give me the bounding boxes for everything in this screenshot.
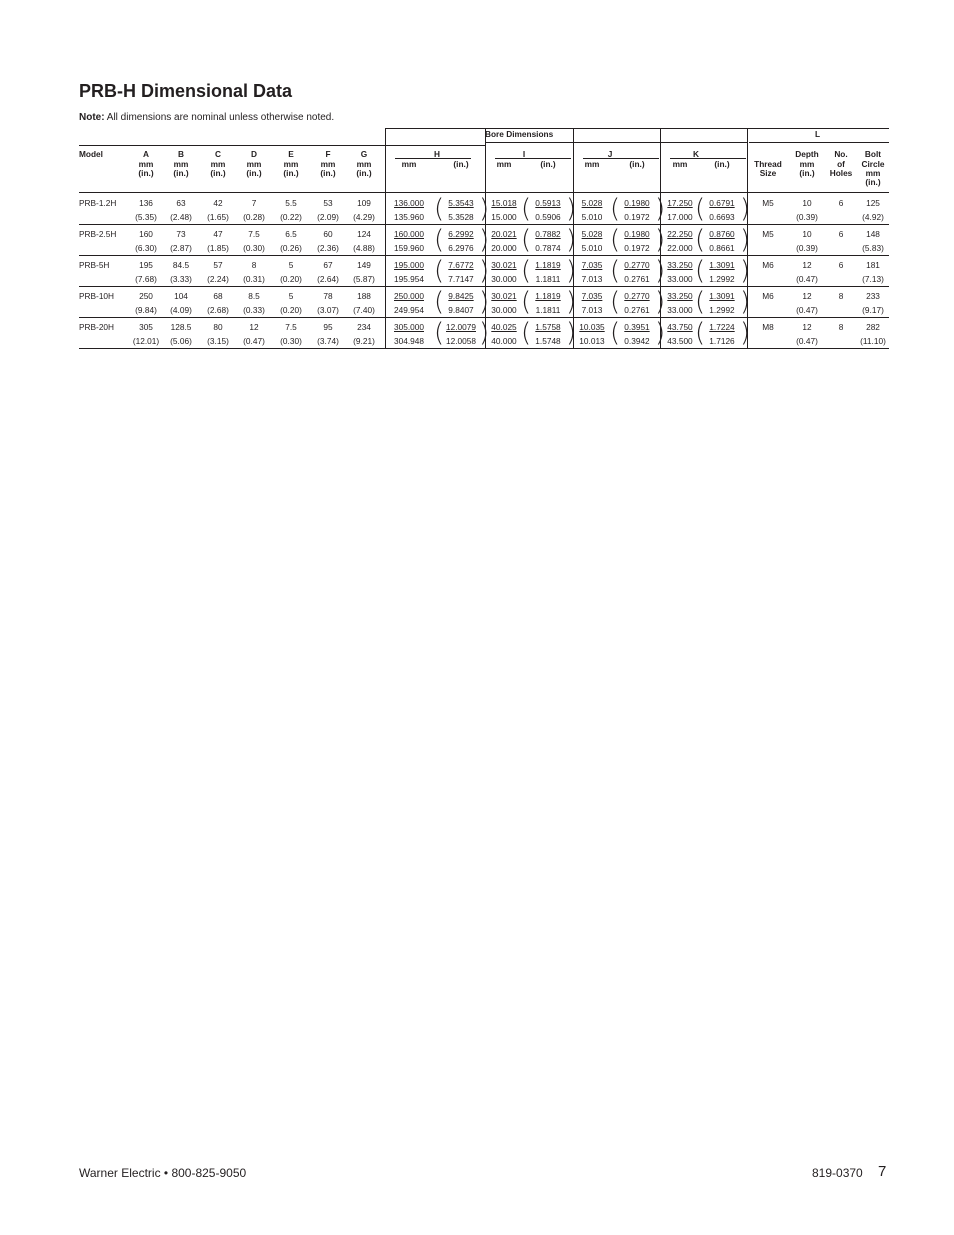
col-h-in: (in.)	[453, 159, 469, 169]
note	[79, 112, 334, 123]
col-bolt-circle: Circle	[861, 159, 885, 169]
cell-g-mm: 188	[357, 291, 371, 301]
cell-j-mm-max: 5.028	[581, 229, 603, 239]
cell-f-in: (2.64)	[317, 274, 339, 284]
cell-d-mm: 7	[251, 198, 257, 208]
table-row-model: PRB-10H	[79, 291, 115, 301]
cell-b-in: (2.48)	[170, 212, 192, 222]
cell-b-in: (3.33)	[170, 274, 192, 284]
cell-h-mm-min: 249.954	[394, 305, 424, 315]
bore-header-top-rule	[385, 128, 889, 129]
cell-bolt-mm: 148	[866, 229, 880, 239]
cell-h-mm-max: 160.000	[394, 229, 424, 239]
table-row-model: PRB-2.5H	[79, 229, 117, 239]
col-i-rule	[495, 158, 571, 159]
cell-h-mm-min: 135.960	[394, 212, 424, 222]
cell-b-mm: 63	[176, 198, 186, 208]
header-left-rule	[79, 145, 485, 146]
cell-thread: M5	[762, 198, 774, 208]
cell-g-in: (4.88)	[353, 243, 375, 253]
cell-k-in-max: 0.8760	[709, 229, 735, 239]
cell-i-mm-min: 30.000	[491, 305, 517, 315]
col-k-rule	[670, 158, 746, 159]
col-depth: Depth	[795, 149, 819, 159]
left-paren-glyph: (	[434, 194, 445, 224]
left-paren-glyph: (	[695, 256, 706, 286]
cell-depth-in: (0.47)	[796, 305, 818, 315]
cell-bolt-mm: 125	[866, 198, 880, 208]
cell-i-mm-max: 15.018	[491, 198, 517, 208]
right-paren-glyph: )	[655, 225, 666, 255]
cell-e-mm: 5	[288, 291, 294, 301]
col-f: F	[325, 149, 331, 159]
cell-c-mm: 57	[213, 260, 223, 270]
col-c: C	[215, 149, 221, 159]
col-j-in: (in.)	[629, 159, 645, 169]
cell-k-in-max: 1.3091	[709, 291, 735, 301]
col-j-rule	[583, 158, 659, 159]
cell-f-mm: 60	[323, 229, 333, 239]
table-row-model: PRB-20H	[79, 322, 115, 332]
cell-d-in: (0.33)	[243, 305, 265, 315]
cell-depth-in: (0.39)	[796, 212, 818, 222]
col-model: Model	[79, 149, 103, 159]
col-c-units-in: (in.)	[210, 168, 226, 178]
cell-h-mm-max: 195.000	[394, 260, 424, 270]
left-paren-glyph: (	[695, 225, 706, 255]
left-paren-glyph: (	[610, 194, 621, 224]
cell-g-in: (5.87)	[353, 274, 375, 284]
cell-k-mm-min: 33.000	[667, 274, 693, 284]
right-paren-glyph: )	[655, 194, 666, 224]
cell-h-mm-max: 136.000	[394, 198, 424, 208]
cell-i-in-max: 0.7882	[535, 229, 561, 239]
col-h-rule	[395, 158, 471, 159]
cell-k-mm-min: 17.000	[667, 212, 693, 222]
cell-k-mm-max: 17.250	[667, 198, 693, 208]
cell-c-mm: 42	[213, 198, 223, 208]
cell-e-in: (0.26)	[280, 243, 302, 253]
cell-h-in-max: 9.8425	[448, 291, 474, 301]
col-bolt-mm: mm	[865, 168, 881, 178]
footer-company: Warner Electric • 800-825-9050	[79, 1166, 247, 1180]
col-a-units-mm: mm	[138, 159, 154, 169]
cell-bolt-in: (5.83)	[862, 243, 884, 253]
cell-g-mm: 149	[357, 260, 371, 270]
cell-bolt-in: (11.10)	[860, 336, 886, 346]
cell-j-mm-max: 7.035	[581, 291, 603, 301]
col-k-in: (in.)	[714, 159, 730, 169]
note-label: Note:	[79, 112, 105, 123]
cell-h-in-min: 6.2976	[448, 243, 474, 253]
col-i-in: (in.)	[540, 159, 556, 169]
col-a: A	[143, 149, 149, 159]
cell-f-in: (2.36)	[317, 243, 339, 253]
right-paren-glyph: )	[479, 225, 490, 255]
table-row-model: PRB-5H	[79, 260, 110, 270]
cell-k-in-min: 0.6693	[709, 212, 735, 222]
cell-i-in-min: 1.1811	[535, 305, 561, 315]
col-k: K	[693, 149, 699, 159]
left-paren-glyph: (	[521, 225, 532, 255]
page-number: 7	[878, 1163, 887, 1180]
left-paren-glyph: (	[434, 256, 445, 286]
right-paren-glyph: )	[740, 318, 751, 348]
cell-e-mm: 7.5	[285, 322, 297, 332]
col-b-units-mm: mm	[173, 159, 189, 169]
cell-depth-mm: 12	[802, 291, 812, 301]
right-paren-glyph: )	[479, 318, 490, 348]
cell-d-mm: 8	[251, 260, 257, 270]
cell-bolt-in: (7.13)	[862, 274, 884, 284]
cell-holes: 6	[838, 198, 844, 208]
left-paren-glyph: (	[610, 287, 621, 317]
col-d-units-in: (in.)	[246, 168, 262, 178]
cell-h-mm-min: 195.954	[394, 274, 424, 284]
footer-doc-number: 819-0370	[812, 1166, 863, 1180]
cell-c-mm: 68	[213, 291, 223, 301]
cell-c-in: (1.85)	[207, 243, 229, 253]
left-paren-glyph: (	[695, 287, 706, 317]
cell-f-mm: 53	[323, 198, 333, 208]
cell-k-in-min: 1.2992	[709, 274, 735, 284]
cell-j-in-max: 0.1980	[624, 229, 650, 239]
cell-depth-mm: 10	[802, 229, 812, 239]
col-bolt-in: (in.)	[865, 177, 881, 187]
l-header-rule	[749, 142, 889, 143]
right-paren-glyph: )	[740, 194, 751, 224]
cell-h-in-max: 5.3543	[448, 198, 474, 208]
cell-f-in: (2.09)	[317, 212, 339, 222]
cell-depth-mm: 10	[802, 198, 812, 208]
left-paren-glyph: (	[610, 318, 621, 348]
col-holes-label: Holes	[829, 168, 853, 178]
cell-i-mm-max: 20.021	[491, 229, 517, 239]
cell-f-mm: 67	[323, 260, 333, 270]
cell-f-mm: 95	[323, 322, 333, 332]
cell-e-in: (0.20)	[280, 305, 302, 315]
cell-i-mm-max: 30.021	[491, 260, 517, 270]
right-paren-glyph: )	[740, 256, 751, 286]
col-holes: No.	[834, 149, 848, 159]
cell-a-mm: 305	[139, 322, 153, 332]
col-k-mm: mm	[672, 159, 688, 169]
cell-holes: 8	[838, 291, 844, 301]
cell-bolt-mm: 282	[866, 322, 880, 332]
cell-f-mm: 78	[323, 291, 333, 301]
cell-j-in-max: 0.2770	[624, 291, 650, 301]
cell-bolt-in: (4.92)	[862, 212, 884, 222]
cell-k-in-min: 1.7126	[709, 336, 735, 346]
cell-d-in: (0.28)	[243, 212, 265, 222]
cell-g-mm: 234	[357, 322, 371, 332]
left-paren-glyph: (	[610, 256, 621, 286]
cell-e-in: (0.30)	[280, 336, 302, 346]
cell-j-in-min: 0.3942	[624, 336, 650, 346]
cell-thread: M6	[762, 291, 774, 301]
col-j: J	[607, 149, 613, 159]
cell-depth-in: (0.47)	[796, 336, 818, 346]
cell-a-in: (7.68)	[135, 274, 157, 284]
cell-depth-in: (0.39)	[796, 243, 818, 253]
cell-depth-mm: 12	[802, 260, 812, 270]
col-thread: Thread	[754, 159, 782, 169]
cell-j-in-min: 0.1972	[624, 212, 650, 222]
cell-a-in: (9.84)	[135, 305, 157, 315]
col-h: H	[434, 149, 440, 159]
note-text: All dimensions are nominal unless otherwise noted.	[104, 112, 335, 123]
cell-bolt-mm: 233	[866, 291, 880, 301]
col-b: B	[178, 149, 184, 159]
cell-d-in: (0.30)	[243, 243, 265, 253]
cell-i-mm-min: 40.000	[491, 336, 517, 346]
right-paren-glyph: )	[566, 194, 577, 224]
cell-j-mm-min: 10.013	[579, 336, 605, 346]
cell-depth-in: (0.47)	[796, 274, 818, 284]
cell-h-in-min: 5.3528	[448, 212, 474, 222]
cell-k-mm-max: 33.250	[667, 291, 693, 301]
cell-j-mm-min: 7.013	[581, 274, 603, 284]
col-c-units-mm: mm	[210, 159, 226, 169]
cell-depth-mm: 12	[802, 322, 812, 332]
col-e: E	[288, 149, 294, 159]
cell-g-in: (4.29)	[353, 212, 375, 222]
col-bolt: Bolt	[864, 149, 882, 159]
right-paren-glyph: )	[740, 287, 751, 317]
left-paren-glyph: (	[695, 318, 706, 348]
right-paren-glyph: )	[655, 318, 666, 348]
cell-holes: 6	[838, 229, 844, 239]
cell-h-in-max: 12.0079	[446, 322, 476, 332]
col-f-units-mm: mm	[320, 159, 336, 169]
col-a-units-in: (in.)	[138, 168, 154, 178]
col-f-units-in: (in.)	[320, 168, 336, 178]
col-d-units-mm: mm	[246, 159, 262, 169]
col-depth-mm: mm	[799, 159, 815, 169]
cell-i-mm-max: 40.025	[491, 322, 517, 332]
right-paren-glyph: )	[566, 256, 577, 286]
cell-j-mm-max: 10.035	[579, 322, 605, 332]
cell-b-mm: 128.5	[170, 322, 192, 332]
cell-c-mm: 47	[213, 229, 223, 239]
column-divider	[385, 128, 386, 349]
col-i-mm: mm	[496, 159, 512, 169]
col-b-units-in: (in.)	[173, 168, 189, 178]
left-paren-glyph: (	[434, 287, 445, 317]
right-paren-glyph: )	[566, 287, 577, 317]
cell-k-mm-max: 33.250	[667, 260, 693, 270]
cell-i-mm-max: 30.021	[491, 291, 517, 301]
cell-b-mm: 84.5	[172, 260, 190, 270]
cell-j-mm-min: 7.013	[581, 305, 603, 315]
cell-c-in: (1.65)	[207, 212, 229, 222]
cell-bolt-in: (9.17)	[862, 305, 884, 315]
right-paren-glyph: )	[566, 318, 577, 348]
cell-j-mm-max: 7.035	[581, 260, 603, 270]
cell-d-in: (0.31)	[243, 274, 265, 284]
cell-k-in-max: 0.6791	[709, 198, 735, 208]
cell-a-mm: 195	[139, 260, 153, 270]
cell-k-in-max: 1.3091	[709, 260, 735, 270]
bore-dimensions-header: Bore Dimensions	[485, 129, 554, 139]
cell-holes: 6	[838, 260, 844, 270]
header-bottom-rule	[79, 192, 889, 193]
cell-a-mm: 160	[139, 229, 153, 239]
cell-i-mm-min: 15.000	[491, 212, 517, 222]
cell-j-mm-min: 5.010	[581, 212, 603, 222]
cell-e-in: (0.20)	[280, 274, 302, 284]
right-paren-glyph: )	[479, 194, 490, 224]
cell-b-in: (2.87)	[170, 243, 192, 253]
cell-i-in-max: 1.1819	[535, 260, 561, 270]
cell-d-in: (0.47)	[243, 336, 265, 346]
col-g: G	[360, 149, 368, 159]
cell-e-mm: 6.5	[285, 229, 297, 239]
left-paren-glyph: (	[434, 318, 445, 348]
col-j-mm: mm	[584, 159, 600, 169]
cell-c-in: (2.24)	[207, 274, 229, 284]
right-paren-glyph: )	[655, 256, 666, 286]
col-h-mm: mm	[401, 159, 417, 169]
cell-f-in: (3.74)	[317, 336, 339, 346]
cell-c-in: (3.15)	[207, 336, 229, 346]
col-g-units-mm: mm	[356, 159, 372, 169]
cell-h-in-max: 7.6772	[448, 260, 474, 270]
cell-b-mm: 104	[174, 291, 188, 301]
cell-g-in: (7.40)	[353, 305, 375, 315]
right-paren-glyph: )	[479, 287, 490, 317]
col-e-units-mm: mm	[283, 159, 299, 169]
right-paren-glyph: )	[479, 256, 490, 286]
cell-k-mm-min: 43.500	[667, 336, 693, 346]
left-paren-glyph: (	[610, 225, 621, 255]
cell-i-in-max: 0.5913	[535, 198, 561, 208]
cell-k-mm-min: 33.000	[667, 305, 693, 315]
cell-holes: 8	[838, 322, 844, 332]
cell-j-in-max: 0.1980	[624, 198, 650, 208]
cell-thread: M8	[762, 322, 774, 332]
cell-h-mm-min: 304.948	[394, 336, 424, 346]
right-paren-glyph: )	[740, 225, 751, 255]
cell-a-in: (6.30)	[135, 243, 157, 253]
cell-k-in-min: 0.8661	[709, 243, 735, 253]
cell-bolt-mm: 181	[866, 260, 880, 270]
cell-c-mm: 80	[213, 322, 223, 332]
cell-d-mm: 7.5	[248, 229, 260, 239]
cell-h-in-min: 9.8407	[448, 305, 474, 315]
cell-k-mm-max: 22.250	[667, 229, 693, 239]
cell-i-in-max: 1.1819	[535, 291, 561, 301]
cell-h-mm-max: 250.000	[394, 291, 424, 301]
col-g-units-in: (in.)	[356, 168, 372, 178]
cell-d-mm: 12	[249, 322, 259, 332]
cell-j-mm-min: 5.010	[581, 243, 603, 253]
cell-g-mm: 109	[357, 198, 371, 208]
col-d: D	[251, 149, 257, 159]
cell-c-in: (2.68)	[207, 305, 229, 315]
cell-i-in-max: 1.5758	[535, 322, 561, 332]
cell-g-in: (9.21)	[353, 336, 375, 346]
cell-thread: M6	[762, 260, 774, 270]
cell-j-in-max: 0.2770	[624, 260, 650, 270]
left-paren-glyph: (	[434, 225, 445, 255]
cell-b-in: (4.09)	[170, 305, 192, 315]
cell-j-in-min: 0.2761	[624, 274, 650, 284]
cell-j-in-min: 0.1972	[624, 243, 650, 253]
cell-i-in-min: 1.1811	[535, 274, 561, 284]
col-i: I	[522, 149, 526, 159]
cell-h-mm-min: 159.960	[394, 243, 424, 253]
bore-header-rule	[485, 142, 747, 143]
cell-k-in-min: 1.2992	[709, 305, 735, 315]
cell-thread: M5	[762, 229, 774, 239]
right-paren-glyph: )	[566, 225, 577, 255]
cell-d-mm: 8.5	[248, 291, 260, 301]
cell-e-mm: 5.5	[285, 198, 297, 208]
cell-b-mm: 73	[176, 229, 186, 239]
left-paren-glyph: (	[521, 194, 532, 224]
l-header: L	[815, 129, 821, 139]
cell-e-mm: 5	[288, 260, 294, 270]
cell-h-in-min: 7.7147	[448, 274, 474, 284]
cell-i-mm-min: 20.000	[491, 243, 517, 253]
col-holes-of: of	[837, 159, 845, 169]
row-rule	[79, 348, 889, 349]
left-paren-glyph: (	[521, 287, 532, 317]
cell-e-in: (0.22)	[280, 212, 302, 222]
right-paren-glyph: )	[655, 287, 666, 317]
col-e-units-in: (in.)	[283, 168, 299, 178]
left-paren-glyph: (	[521, 318, 532, 348]
cell-a-in: (5.35)	[135, 212, 157, 222]
cell-h-mm-max: 305.000	[394, 322, 424, 332]
cell-a-in: (12.01)	[132, 336, 160, 346]
col-thread-size: Size	[759, 168, 777, 178]
left-paren-glyph: (	[695, 194, 706, 224]
cell-a-mm: 250	[139, 291, 153, 301]
table-row-model: PRB-1.2H	[79, 198, 117, 208]
cell-g-mm: 124	[357, 229, 371, 239]
cell-k-mm-min: 22.000	[667, 243, 693, 253]
cell-i-in-min: 0.5906	[535, 212, 561, 222]
col-depth-in: (in.)	[799, 168, 815, 178]
cell-j-mm-max: 5.028	[581, 198, 603, 208]
page-title: PRB-H Dimensional Data	[79, 81, 293, 101]
cell-h-in-max: 6.2992	[448, 229, 474, 239]
cell-i-mm-min: 30.000	[491, 274, 517, 284]
cell-h-in-min: 12.0058	[446, 336, 476, 346]
cell-i-in-min: 0.7874	[535, 243, 561, 253]
cell-f-in: (3.07)	[317, 305, 339, 315]
cell-i-in-min: 1.5748	[535, 336, 561, 346]
cell-k-mm-max: 43.750	[667, 322, 693, 332]
cell-k-in-max: 1.7224	[709, 322, 735, 332]
cell-j-in-min: 0.2761	[624, 305, 650, 315]
left-paren-glyph: (	[521, 256, 532, 286]
cell-b-in: (5.06)	[170, 336, 192, 346]
cell-a-mm: 136	[139, 198, 153, 208]
cell-j-in-max: 0.3951	[624, 322, 650, 332]
